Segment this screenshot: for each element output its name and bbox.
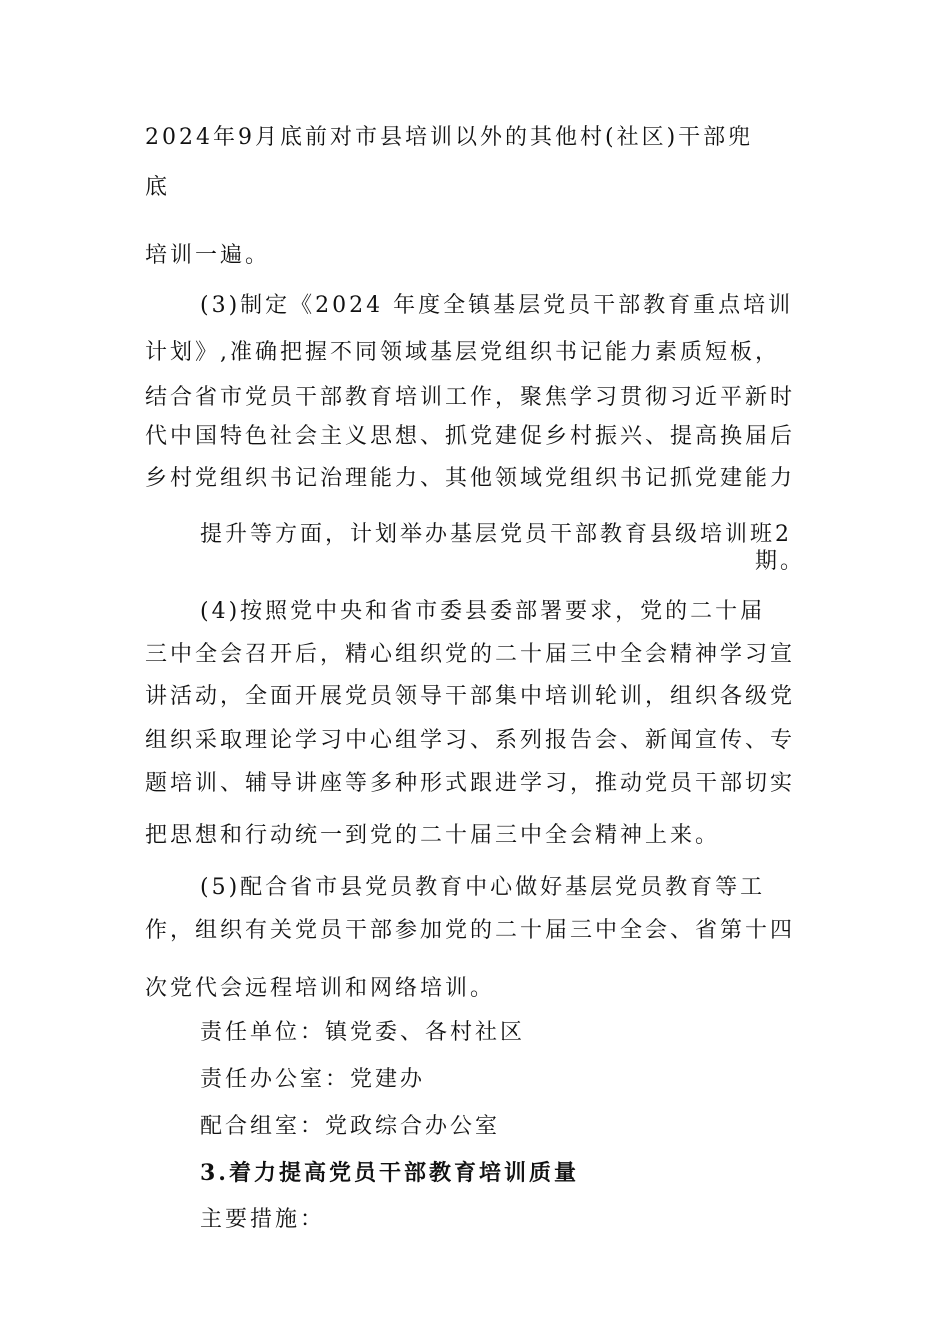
section-heading: 3.着力提高党员干部教育培训质量 bbox=[200, 1160, 579, 1186]
cooperating-office: 配合组室：党政综合办公室 bbox=[200, 1114, 501, 1139]
main-measures-label: 主要措施： bbox=[200, 1207, 326, 1232]
paragraph-line: 2024年9月底前对市县培训以外的其他村(社区)干部兜 bbox=[145, 125, 754, 150]
paragraph-line: 提升等方面，计划举办基层党员干部教育县级培训班2 bbox=[200, 522, 792, 547]
paragraph-line: 讲活动，全面开展党员领导干部集中培训轮训，组织各级党 bbox=[145, 684, 796, 709]
paragraph-line: 把思想和行动统一到党的二十届三中全会精神上来。 bbox=[145, 823, 721, 848]
paragraph-line: (3)制定《2024 年度全镇基层党员干部教育重点培训 bbox=[200, 293, 794, 318]
responsible-office: 责任办公室：党建办 bbox=[200, 1067, 426, 1092]
paragraph-line: 底 bbox=[145, 175, 171, 200]
paragraph-line: 题培训、辅导讲座等多种形式跟进学习，推动党员干部切实 bbox=[145, 771, 796, 796]
paragraph-line: 乡村党组织书记治理能力、其他领域党组织书记抓党建能力 bbox=[145, 466, 796, 491]
paragraph-line: 结合省市党员干部教育培训工作，聚焦学习贯彻习近平新时 bbox=[145, 385, 796, 410]
paragraph-line: 期。 bbox=[754, 549, 805, 574]
paragraph-line: 组织采取理论学习中心组学习、系列报告会、新闻宣传、专 bbox=[145, 728, 796, 753]
paragraph-line: 代中国特色社会主义思想、抓党建促乡村振兴、提高换届后 bbox=[145, 424, 796, 449]
paragraph-line: 次党代会远程培训和网络培训。 bbox=[145, 976, 496, 1001]
responsible-unit: 责任单位：镇党委、各村社区 bbox=[200, 1020, 526, 1045]
paragraph-line: (4)按照党中央和省市委县委部署要求，党的二十届 bbox=[200, 599, 766, 624]
paragraph-line: 三中全会召开后，精心组织党的二十届三中全会精神学习宣 bbox=[145, 642, 796, 667]
paragraph-line: 计划》,准确把握不同领域基层党组织书记能力素质短板， bbox=[145, 340, 780, 365]
paragraph-line: (5)配合省市县党员教育中心做好基层党员教育等工 bbox=[200, 875, 766, 900]
paragraph-line: 培训一遍。 bbox=[145, 243, 271, 268]
paragraph-line: 作，组织有关党员干部参加党的二十届三中全会、省第十四 bbox=[145, 918, 796, 943]
